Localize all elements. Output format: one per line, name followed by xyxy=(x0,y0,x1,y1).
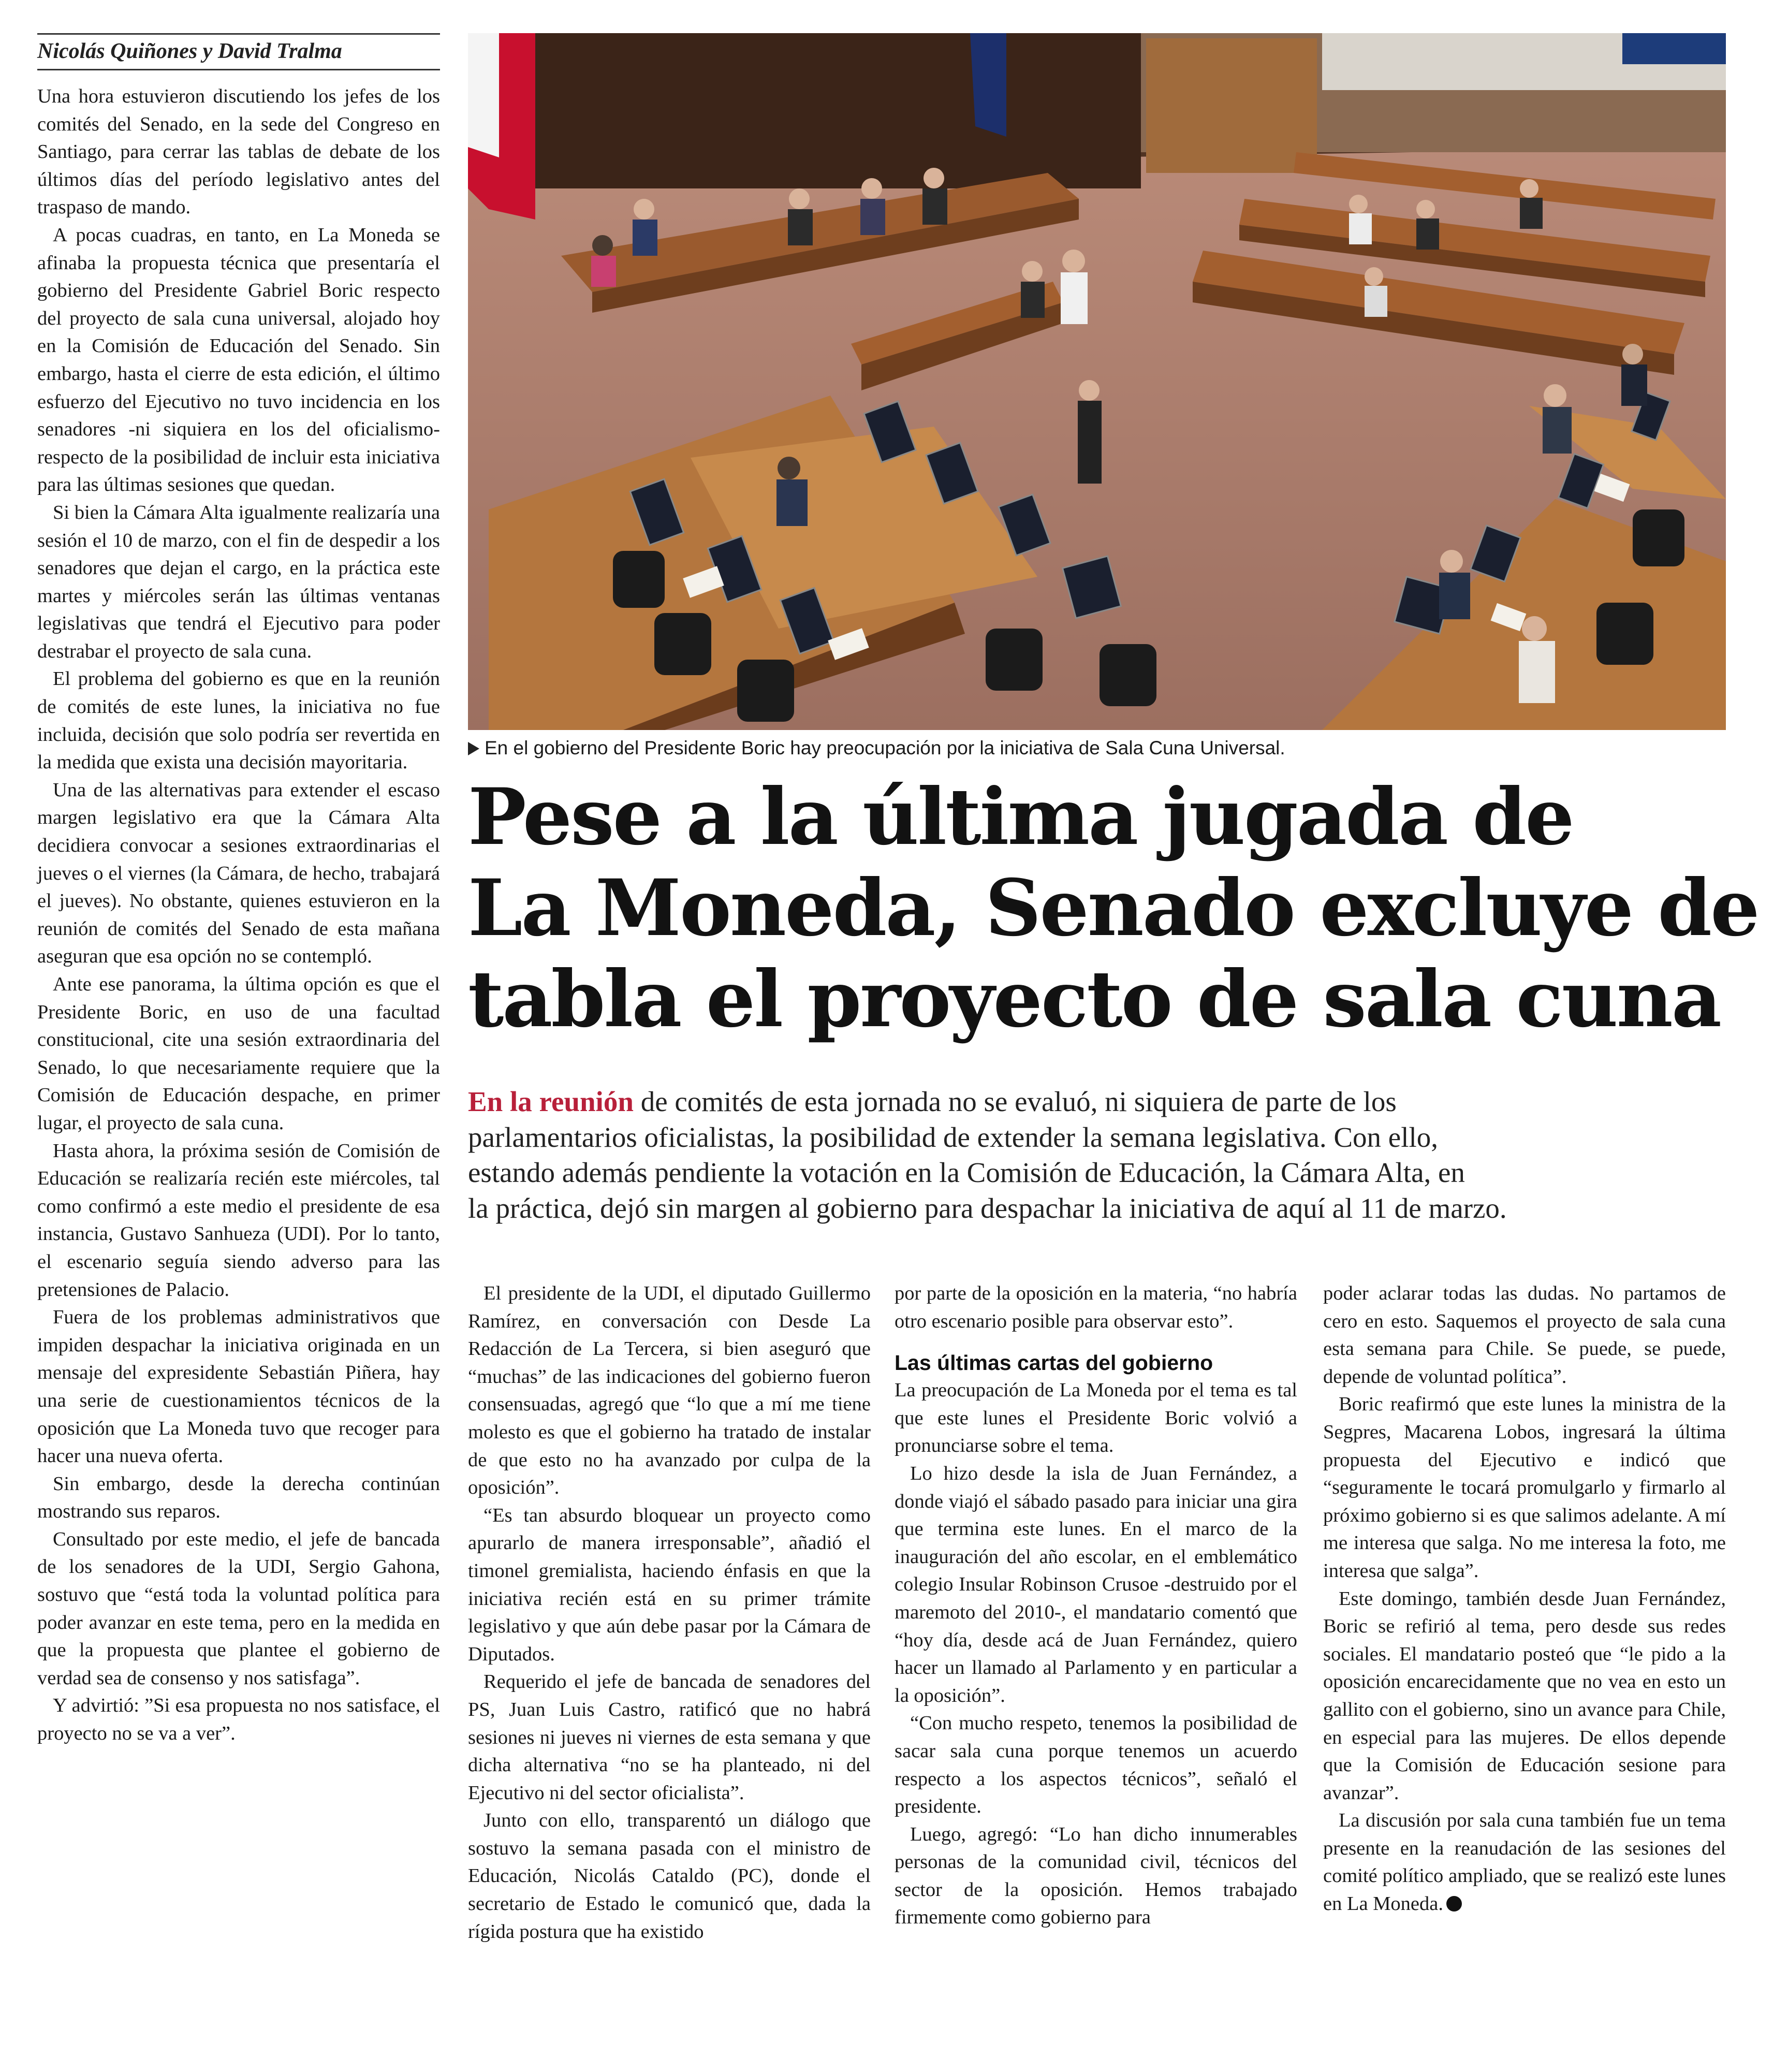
column-paragraph: Lo hizo desde la isla de Juan Fernández, a donde viajó el sábado pasado para iniciar una gira que termina este lunes. En el marco de la inauguración del año escolar, en el emblemático colegio Insular Robinson Crusoe -destruido por el maremoto del 2010-, el mandatario comentó que “hoy día, desde acá de Juan Fernández, quiero hacer un llamado al Parlamento y en particular a la oposición”. xyxy=(895,1462,1297,1706)
deck-line: estando además pendiente la votación en la Comisión de Educación, la Cámara Alta, en xyxy=(468,1157,1465,1188)
byline: Nicolás Quiñones y David Tralma xyxy=(37,33,440,70)
final-paragraph-text: La discusión por sala cuna también fue un tema presente en la reanudación de las sesiones del comité político ampliado, que se realizó este lunes en La Moneda. xyxy=(1323,1810,1726,1915)
left-paragraph: Una hora estuvieron discutiendo los jefes de los comités del Senado, en la sede del Congreso en Santiago, para cerrar las tablas de debate de los últimos días del período legislativo antes del traspaso de mando. xyxy=(37,85,440,218)
headline xyxy=(468,771,1758,1045)
left-column xyxy=(37,83,440,1998)
play-arrow-icon xyxy=(468,742,479,755)
left-paragraph: Si bien la Cámara Alta igualmente realizaría una sesión el 10 de marzo, con el fin de despedir a los senadores que dejan el cargo, en la práctica este martes y miércoles serán las últimas ventanas legislativas que tendrá el Ejecutivo para poder destrabar el proyecto de sala cuna. xyxy=(37,501,440,662)
left-paragraph: Fuera de los problemas administrativos que impiden despachar la iniciativa originada en un mensaje del expresidente Sebastián Piñera, hay una serie de cuestionamientos técnicos de la oposición que La Moneda tuvo que recoger para hacer una nueva oferta. xyxy=(37,1306,440,1467)
body-column-3 xyxy=(895,1280,1297,1932)
end-of-article-icon xyxy=(1446,1896,1462,1912)
senate-chamber-photo xyxy=(468,33,1726,730)
column-paragraph: Junto con ello, transparentó un diálogo que sostuvo la semana pasada con el ministro de Educación, Nicolás Cataldo (PC), donde el secretario de Estado le comunicó que, dada la rígida postura que ha existido xyxy=(468,1810,871,1943)
body-column-4 xyxy=(1323,1280,1726,1918)
headline-line: La Moneda, Senado excluye de xyxy=(468,863,1758,954)
left-paragraph: Y advirtió: ”Si esa propuesta no nos satisface, el proyecto no se va a ver”. xyxy=(37,1695,440,1745)
left-paragraph: El problema del gobierno es que en la reunión de comités de este lunes, la iniciativa no fue incluida, decisión que solo podría ser revertida en la medida que exista una decisión mayoritaria. xyxy=(37,668,440,774)
column-paragraph: por parte de la oposición en la materia, “no habría otro escenario posible para observar esto”. xyxy=(895,1282,1297,1332)
headline-line: tabla el proyecto de sala cuna xyxy=(468,954,1721,1045)
column-paragraph-final xyxy=(1323,1807,1726,1918)
column-paragraph: La preocupación de La Moneda por el tema es tal que este lunes el Presidente Boric volvió a pronunciarse sobre el tema. xyxy=(895,1379,1297,1457)
deck-line: la práctica, dejó sin margen al gobierno para despachar la iniciativa de aquí al 11 de marzo. xyxy=(468,1192,1507,1224)
deck-line-text: de comités de esta jornada no se evaluó, ni siquiera de parte de los xyxy=(633,1086,1397,1117)
left-paragraph: Una de las alternativas para extender el escaso margen legislativo era que la Cámara Alta decidiera convocar a sesiones extraordinarias el jueves o el viernes (la Cámara, de hecho, trabajará el jueves). No obstante, quienes estuvieron en la reunión de comités del Senado de esta mañana aseguran que esa opción no se contempló. xyxy=(37,779,440,968)
photo-caption xyxy=(468,737,1726,759)
headline-line: Pese a la última jugada de xyxy=(468,771,1573,863)
deck-line: parlamentarios oficialistas, la posibilidad de extender la semana legislativa. Con ello, xyxy=(468,1121,1439,1153)
caption-text: En el gobierno del Presidente Boric hay preocupación por la iniciativa de Sala Cuna Universal. xyxy=(485,737,1285,758)
left-paragraph: Sin embargo, desde la derecha continúan mostrando sus reparos. xyxy=(37,1472,440,1523)
body-column-2 xyxy=(468,1280,871,1946)
section-subhead: Las últimas cartas del gobierno xyxy=(895,1351,1213,1375)
column-paragraph: “Es tan absurdo bloquear un proyecto como apurarlo de manera irresponsable”, añadió el timonel gremialista, haciendo énfasis en que la iniciativa recién está en su primer trámite legislativo y que aún debe pasar por la Cámara de Diputados. xyxy=(468,1504,871,1665)
left-paragraph: A pocas cuadras, en tanto, en La Moneda se afinaba la propuesta técnica que presentaría el gobierno del Presidente Gabriel Boric respecto del proyecto de sala cuna universal, alojado hoy en la Comisión de Educación del Senado. Sin embargo, hasta el cierre de esta edición, el último esfuerzo del Ejecutivo no tuvo incidencia en los senadores -ni siquiera en los del oficialismo- respecto de la posibilidad de incluir esta iniciativa para las últimas sesiones que quedan. xyxy=(37,224,440,496)
column-paragraph: Este domingo, también desde Juan Fernández, Boric se refirió al tema, pero desde sus redes sociales. El mandatario posteó que “le pido a la oposición encarecidamente que no vea en esto un gallito con el gobierno, sino un avance para Chile, en especial para las mujeres. De ellos depende que la Comisión de Educación sesione para avanzar”. xyxy=(1323,1587,1726,1804)
left-paragraph: Hasta ahora, la próxima sesión de Comisión de Educación se realizaría recién este miércoles, tal como confirmó a este medio el presidente de esa instancia, Gustavo Sanhueza (UDI). Por lo tanto, el escenario seguía siendo adverso para las pretensiones de Palacio. xyxy=(37,1140,440,1301)
senate-chamber-illustration xyxy=(468,33,1726,730)
left-paragraph: Consultado por este medio, el jefe de bancada de los senadores de la UDI, Sergio Gahona, sostuvo que “está toda la voluntad política para poder avanzar en este tema, pero en la medida en que la propuesta que plantee el gobierno de verdad sea de consenso y nos satisfaga”. xyxy=(37,1528,440,1689)
deck-line xyxy=(468,1084,1726,1120)
column-paragraph: poder aclarar todas las dudas. No partamos de cero en esto. Saquemos el proyecto de sala cuna esta semana para Chile. Se puede, se puede, depende de voluntad política”. xyxy=(1323,1282,1726,1388)
column-paragraph: El presidente de la UDI, el diputado Guillermo Ramírez, en conversación con Desde La Redacción de La Tercera, si bien aseguró que “muchas” de las indicaciones del gobierno fueron consensuadas, agregó que “lo que a mí me tiene molesto es que el gobierno ha tratado de instalar de que esto no ha avanzado por culpa de la oposición”. xyxy=(468,1282,871,1499)
column-paragraph: Requerido el jefe de bancada de senadores del PS, Juan Luis Castro, ratificó que no habrá sesiones ni jueves ni viernes de esta semana y que dicha alternativa “no se ha planteado, ni del Ejecutivo ni del sector oficialista”. xyxy=(468,1671,871,1804)
left-paragraph: Ante ese panorama, la última opción es que el Presidente Boric, en uso de una facultad constitucional, cite una sesión extraordinaria del Senado, lo que necesariamente requiere que la Comisión de Educación despache, en primer lugar, el proyecto de sala cuna. xyxy=(37,973,440,1134)
deck-lead: En la reunión xyxy=(468,1086,634,1117)
column-paragraph: Boric reafirmó que este lunes la ministra de la Segpres, Macarena Lobos, ingresará la última propuesta del Ejecutivo e indicó que “seguramente le tocará promulgarlo y firmarlo al próximo gobierno si es que salimos adelante. A mí me interesa que salga. No me interesa la foto, me interesa que salga”. xyxy=(1323,1393,1726,1582)
deck xyxy=(468,1084,1726,1226)
column-paragraph: Luego, agregó: “Lo han dicho innumerables personas de la comunidad civil, técnicos del sector de la oposición. Hemos trabajado firmemente como gobierno para xyxy=(895,1823,1297,1929)
column-paragraph: “Con mucho respeto, tenemos la posibilidad de sacar sala cuna porque tenemos un acuerdo respecto a los aspectos técnicos”, señaló el presidente. xyxy=(895,1712,1297,1818)
